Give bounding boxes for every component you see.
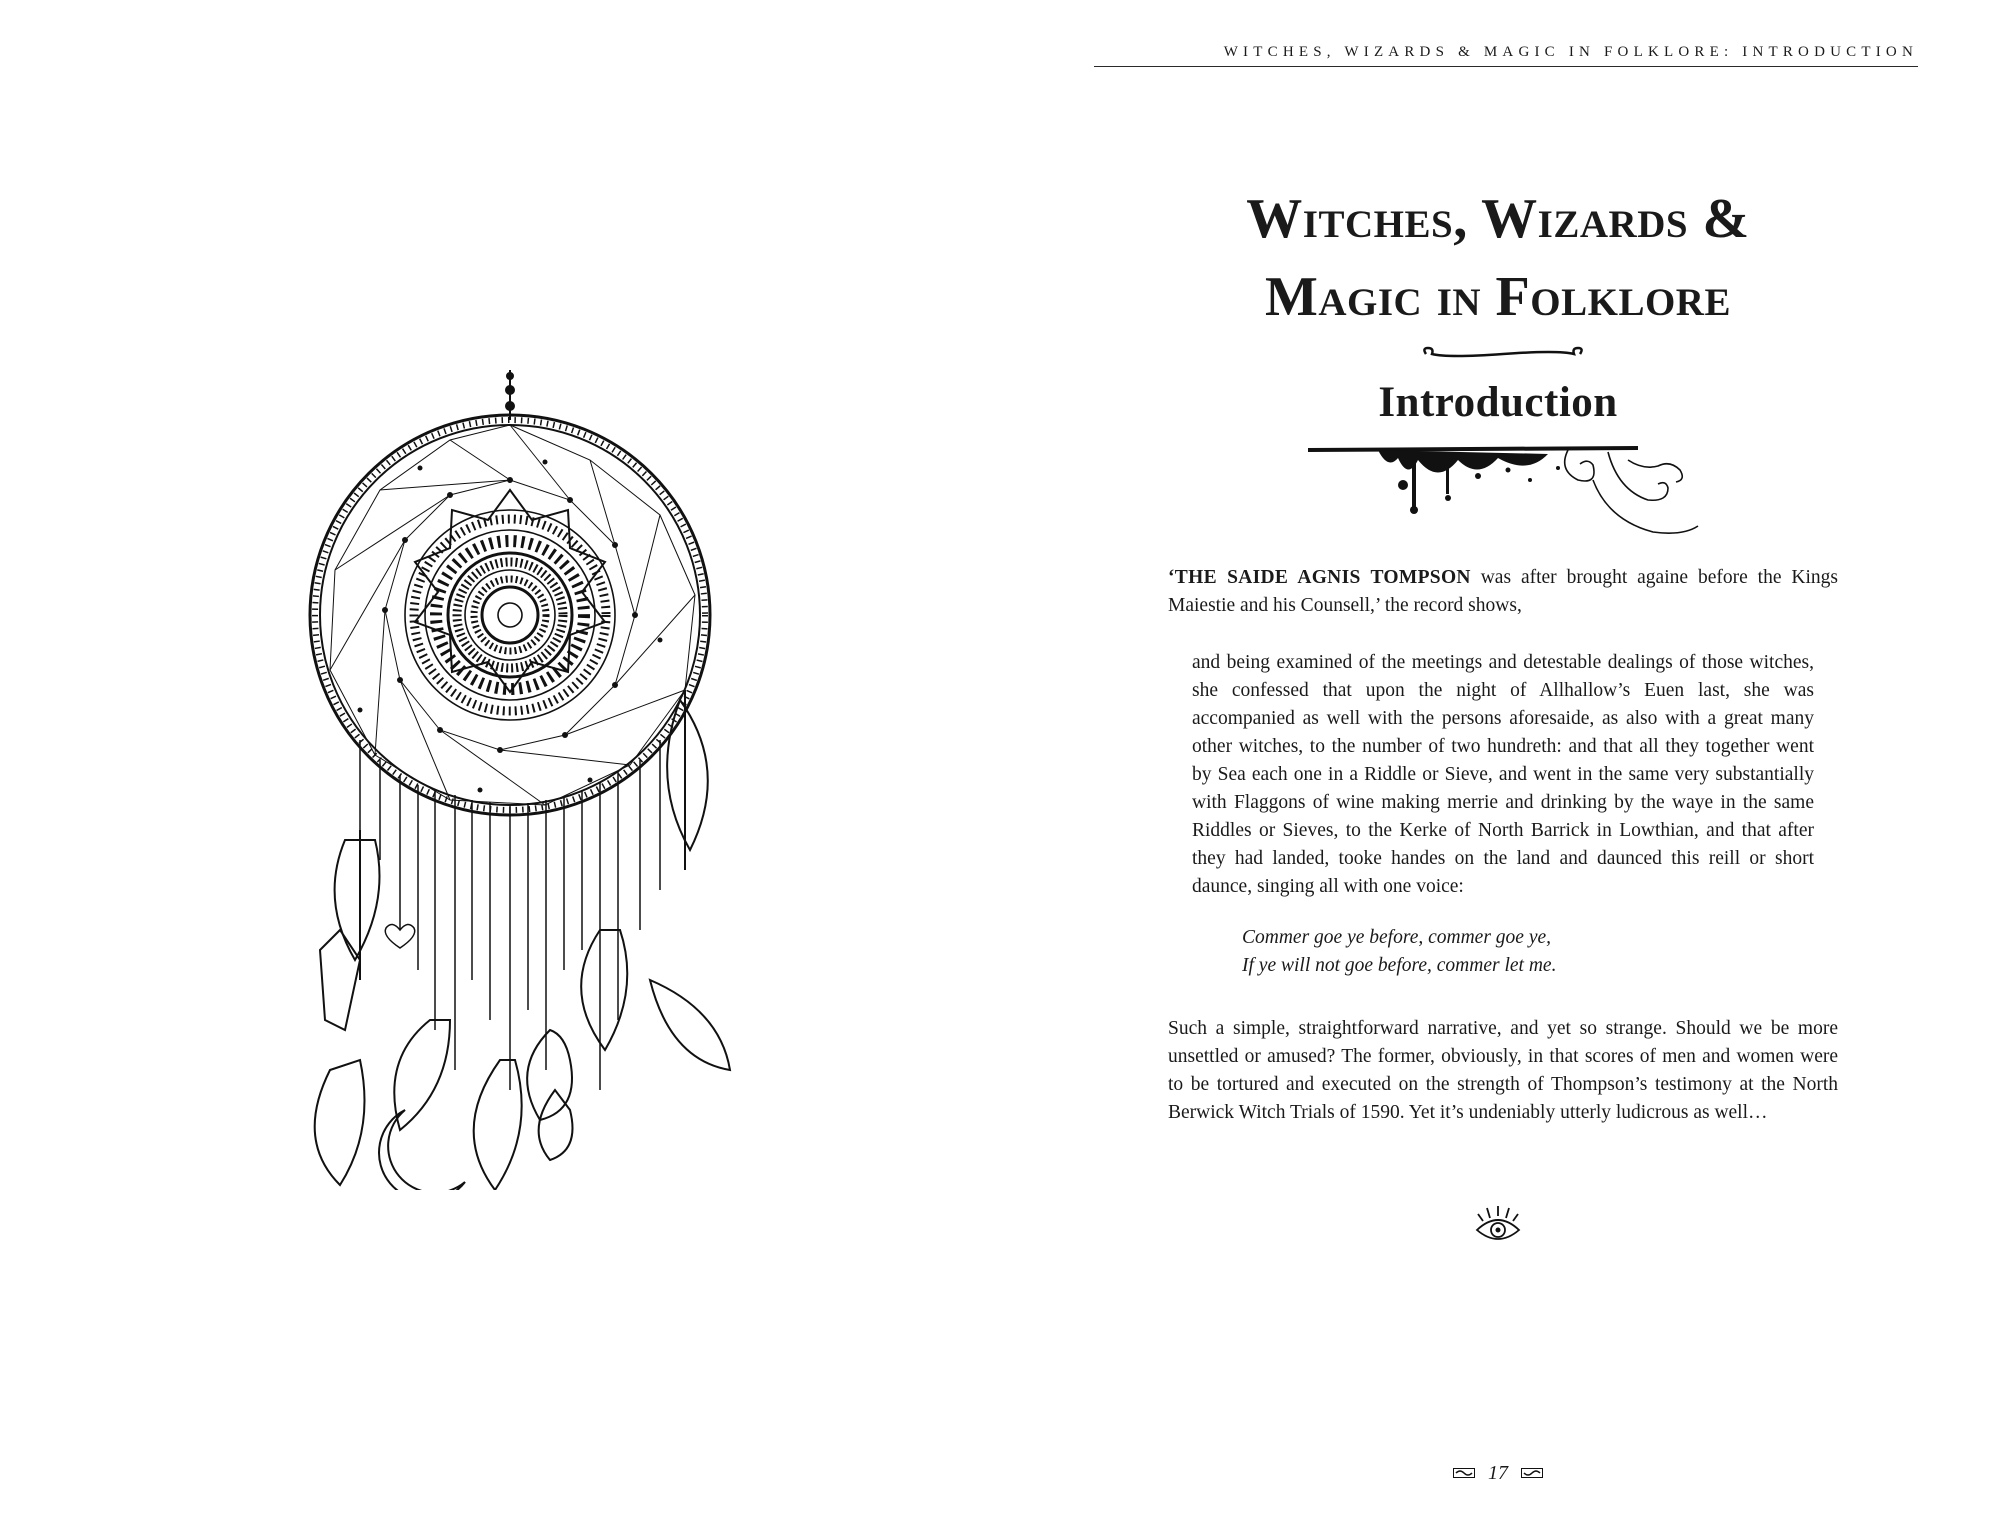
- running-head: WITCHES, WIZARDS & MAGIC IN FOLKLORE: INTRODUCTION: [1223, 44, 1918, 60]
- title-flourish: [1418, 344, 1588, 362]
- verse-line-2: If ye will not goe before, commer let me.: [1242, 955, 1557, 976]
- book-title-line-1: Witches, Wizards &: [1246, 188, 1750, 250]
- eye-icon: [1473, 1202, 1523, 1248]
- page-number: [1453, 1462, 1543, 1486]
- closing-paragraph: Such a simple, straightforward narrative, and yet so strange. Should we be more unsettled or amused? The former, obviously, in that scores of men and women were to be tortured and executed on the strength of Thompson’s testimony at the North Berwick Witch Trials of 1590. Yet it’s undeniably utterly ludicrous as well…: [1168, 1018, 1838, 1123]
- chapter-title: Introduction: [1378, 379, 1618, 426]
- book-title-line-2: Magic in Folklore: [1265, 266, 1731, 328]
- book-title: [1148, 180, 1848, 336]
- verse-line-1: Commer goe ye before, commer goe ye,: [1242, 927, 1552, 948]
- running-head-rule: [1094, 66, 1918, 67]
- block-quote: and being examined of the meetings and detestable dealings of those witches, she confessed that upon the night of Allhallow’s Euen last, she was accompanied as well with the persons aforesaide, as also with a great many other witches, to the number of two hundreth: and that all they together went by Sea each one in a Riddle or Sieve, and went in the same very substantially with Flaggons of wine making merrie and drinking by the waye in the same Riddles or Sieves, to the Kerke of North Barrick in Lowthian, and that after they had landed, tooke handes on the land and daunced this reill or short daunce, singing all with one voice:: [1192, 652, 1814, 897]
- right-page: [998, 0, 1996, 1526]
- verse: [1242, 924, 1762, 980]
- folio-ornament-right: [1521, 1468, 1543, 1478]
- folio-ornament-left: [1453, 1468, 1475, 1478]
- opening-paragraph: [1168, 564, 1838, 620]
- ink-splash-ornament: [1308, 440, 1708, 540]
- opening-text: was after brought againe before the Kings Maiestie and his Counsell,’ the record shows,: [1168, 567, 1838, 616]
- dreamcatcher-illustration: [300, 370, 760, 1190]
- page-number-text: 17: [1488, 1462, 1508, 1484]
- opening-lead-in: ‘THE SAIDE AGNIS TOMPSON: [1168, 567, 1471, 588]
